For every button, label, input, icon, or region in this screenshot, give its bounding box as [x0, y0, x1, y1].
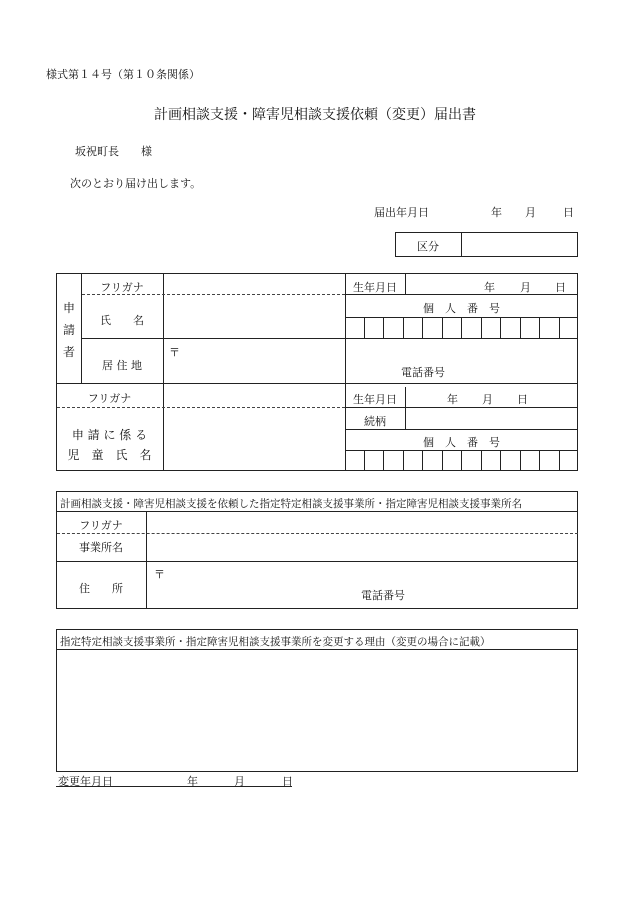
child-furigana-label: フリガナ [87, 392, 132, 405]
applicant-birth-day: 日 [555, 281, 566, 294]
applicant-section-label-2: 請 [62, 323, 75, 337]
applicant-section-label-1: 申 [62, 301, 75, 315]
office-phone-label: 電話番号 [361, 589, 405, 602]
office-name-label: 事業所名 [79, 541, 123, 554]
office-header: 計画相談支援・障害児相談支援を依頼した指定特定相談支援事業所・指定障害児相談支援事業所名 [60, 498, 522, 510]
category-label: 区分 [417, 240, 439, 253]
reason-header: 指定特定相談支援事業所・指定障害児相談支援事業所を変更する理由（変更の場合に記載） [60, 636, 491, 648]
applicant-section-label-3: 者 [62, 345, 75, 359]
child-name-label-line1: 申 請 に 係 る [71, 428, 148, 442]
change-month: 月 [234, 775, 245, 788]
child-birth-month: 月 [482, 393, 493, 406]
office-address-label: 住 所 [79, 582, 123, 595]
submission-date-label: 届出年月日 [374, 206, 429, 219]
form-number: 様式第１４号（第１０条関係） [46, 68, 200, 81]
child-birth-day: 日 [517, 393, 528, 406]
applicant-birth-month: 月 [520, 281, 531, 294]
applicant-furigana-label: フリガナ [100, 281, 144, 294]
child-birthdate-label: 生年月日 [353, 393, 397, 406]
change-day: 日 [282, 775, 293, 788]
applicant-personal-number-label: 個 人 番 号 [423, 302, 500, 315]
applicant-birthdate-label: 生年月日 [353, 281, 397, 294]
change-date-label: 変更年月日 [58, 775, 113, 788]
applicant-postal-mark: 〒 [169, 346, 180, 359]
applicant-birth-year: 年 [484, 281, 495, 294]
change-year: 年 [187, 775, 198, 788]
intro-text: 次のとおり届け出します。 [70, 177, 202, 190]
addressee: 坂祝町長 様 [75, 145, 152, 158]
submission-month: 月 [525, 206, 536, 219]
applicant-name-label: 氏 名 [100, 314, 144, 327]
child-birth-year: 年 [447, 393, 458, 406]
applicant-address-label: 居 住 地 [102, 359, 142, 372]
submission-day: 日 [563, 206, 574, 219]
child-personal-number-label: 個 人 番 号 [423, 436, 500, 449]
office-furigana-label: フリガナ [79, 519, 123, 532]
child-relationship-label: 続柄 [364, 415, 386, 428]
reason-content[interactable] [60, 654, 574, 768]
document-title: 計画相談支援・障害児相談支援依頼（変更）届出書 [154, 107, 476, 123]
applicant-phone-label: 電話番号 [401, 366, 445, 379]
submission-year: 年 [491, 206, 502, 219]
office-postal-mark: 〒 [154, 568, 165, 581]
child-name-label-line2: 児 童 氏 名 [67, 448, 152, 462]
